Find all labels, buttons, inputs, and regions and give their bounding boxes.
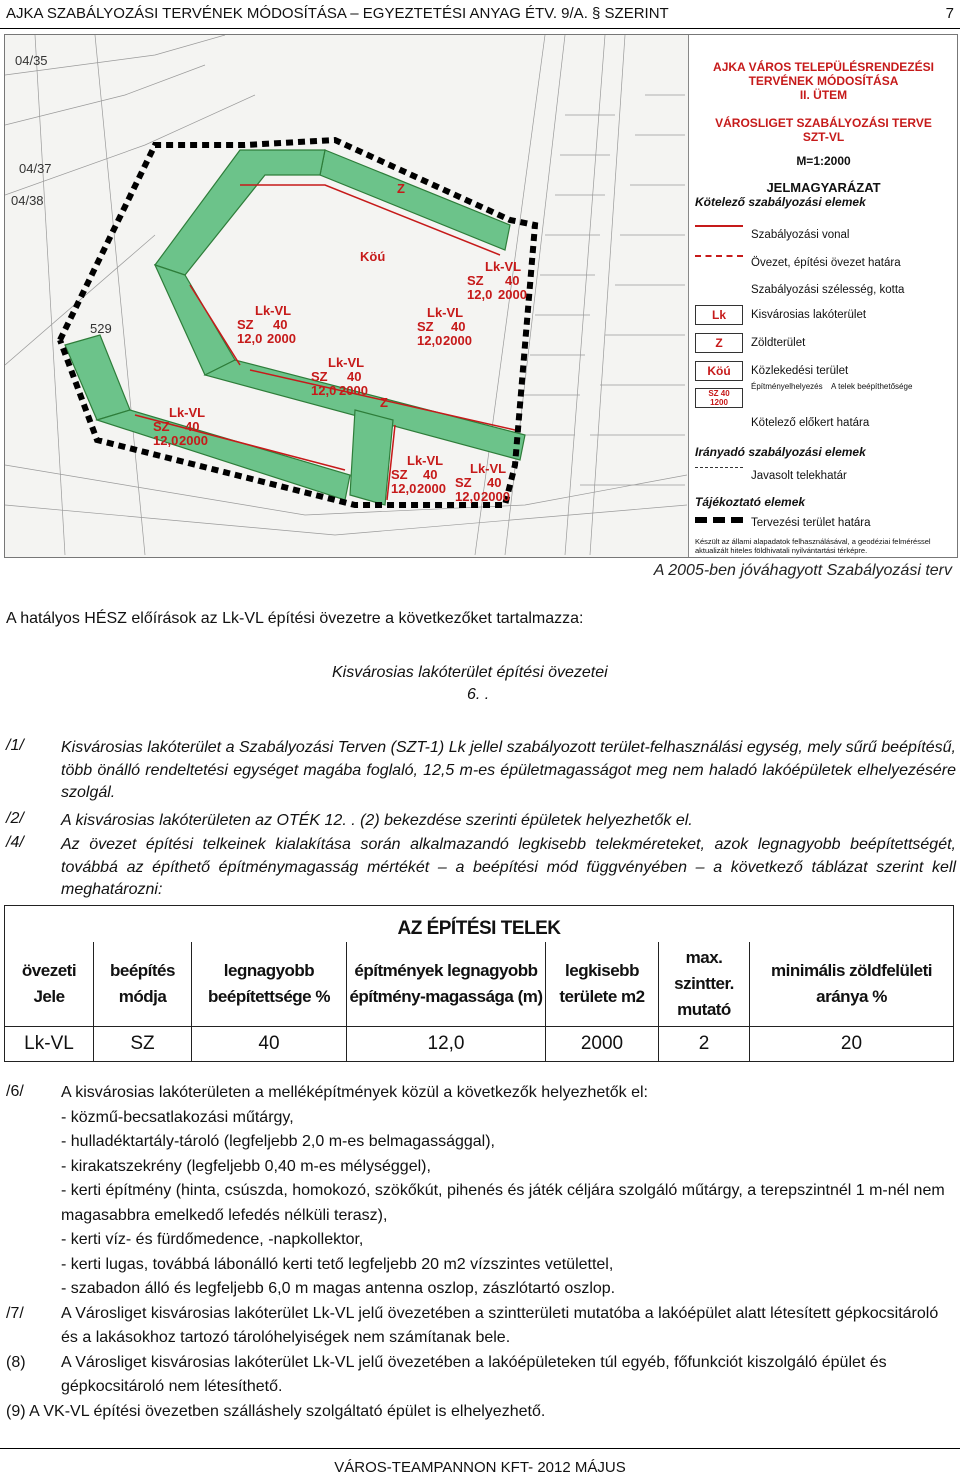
col-max-height: építmények legnagyobb építmény-magassága (m) — [347, 942, 546, 1026]
legend-section-mandatory: Kötelező szabályozási elemek — [695, 195, 866, 209]
zone-key-1200: 1200 — [710, 398, 728, 407]
map-caption: A 2005-ben jóváhagyott Szabályozási terv — [653, 562, 952, 579]
svg-text:40: 40 — [423, 467, 438, 482]
list-item: - kerti lugas, továbbá lábonálló kerti tető legfeljebb 20 m2 vízszintes vetülettel, — [61, 1255, 614, 1273]
para-6-lead: A kisvárosias lakóterületen a melléképítmények közül a következők helyezhetők el: — [61, 1084, 648, 1101]
z-swatch: Z — [695, 333, 743, 353]
plan-title-line1: VÁROSLIGET SZABÁLYOZÁSI TERVE — [715, 116, 932, 130]
svg-text:04/38: 04/38 — [11, 193, 44, 208]
lk-swatch: Lk — [695, 305, 743, 325]
zone-key-40: 40 — [720, 389, 730, 398]
col-floor-ratio: max. szintter. mutató — [659, 942, 750, 1026]
svg-text:12,0: 12,0 — [237, 331, 263, 346]
svg-text:2000: 2000 — [417, 481, 446, 496]
svg-text:40: 40 — [273, 317, 288, 332]
cell-min-area: 2000 — [546, 1026, 659, 1061]
cell-max-coverage: 40 — [192, 1026, 347, 1061]
legend-mode-text: Építményelhelyezés — [751, 382, 823, 391]
svg-text:40: 40 — [505, 273, 520, 288]
col-zone-code: övezeti Jele — [5, 942, 94, 1026]
para-7-number: /7/ — [6, 1304, 24, 1322]
svg-text:12,0: 12,0 — [153, 433, 179, 448]
svg-text:Lk-VL: Lk-VL — [470, 461, 507, 476]
svg-text:Z: Z — [380, 395, 388, 410]
col-max-coverage: legnagyobb beépítettsége % — [192, 942, 347, 1026]
table-group-header — [5, 906, 954, 943]
para-6-number: /6/ — [6, 1083, 24, 1100]
cell-build-mode: SZ — [94, 1026, 192, 1061]
svg-text:2000: 2000 — [179, 433, 208, 448]
legend-section-guide: Irányadó szabályozási elemek — [695, 445, 866, 459]
svg-text:2000: 2000 — [267, 331, 296, 346]
list-item: - közmű-becsatlakozási műtárgy, — [61, 1108, 294, 1126]
legend-regulation-line: Szabályozási vonal — [751, 229, 850, 241]
section-number: 6. . — [467, 686, 490, 703]
svg-text:Lk-VL: Lk-VL — [255, 303, 292, 318]
legend-kou: Közlekedési terület — [751, 365, 849, 377]
svg-text:12,0: 12,0 — [455, 489, 481, 504]
para-8-text: A Városliget kisvárosias lakóterület Lk-VL jelű övezetében a lakóépületeken túl egyéb, főfunkciót kiszolgáló épület és gépkocsitároló nem létesíthető. — [61, 1353, 887, 1395]
svg-text:Lk-VL: Lk-VL — [328, 355, 365, 370]
svg-text:Lk-VL: Lk-VL — [427, 305, 464, 320]
cell-green-ratio: 20 — [750, 1026, 954, 1061]
legend-lk: Kisvárosias lakóterület — [751, 309, 867, 321]
svg-text:40: 40 — [451, 319, 466, 334]
svg-text:SZ: SZ — [455, 475, 472, 490]
zone-key-swatch — [695, 388, 743, 408]
legend-zone-border: Övezet, építési övezet határa — [751, 257, 901, 269]
para-7 — [6, 1302, 956, 1351]
legend-section-info: Tájékoztató elemek — [695, 495, 806, 509]
list-item: - kirakatszekrény (legfeljebb 0,40 m-es mélységgel), — [61, 1157, 431, 1175]
legend-title-line3: II. ÜTEM — [799, 88, 848, 102]
svg-text:SZ: SZ — [237, 317, 254, 332]
list-item: - szabadon álló és legfeljebb 6,0 m magas antenna oszlop, zászlótartó oszlop. — [61, 1280, 616, 1297]
header-title: AJKA SZABÁLYOZÁSI TERVÉNEK MÓDOSÍTÁSA – EGYEZTETÉSI ANYAG ÉTV. 9/A. § SZERINT — [6, 5, 669, 22]
svg-text:Z: Z — [397, 181, 405, 196]
list-item: - kerti víz- és fürdőmedence, -napkollektor, — [61, 1231, 364, 1248]
col-green-ratio: minimális zöldfelületi aránya % — [750, 942, 954, 1026]
zone-key-sz: SZ — [708, 389, 719, 398]
page-footer: VÁROS-TEAMPANNON KFT- 2012 MÁJUS — [0, 1448, 960, 1476]
svg-text:12,0: 12,0 — [391, 481, 417, 496]
svg-text:Lk-VL: Lk-VL — [485, 259, 522, 274]
para-2-number: /2/ — [6, 810, 24, 827]
svg-text:529: 529 — [90, 321, 112, 336]
para-9-text: (9) A VK-VL építési övezetben szálláshely szolgáltató épület is elhelyezhető. — [6, 1402, 546, 1420]
svg-text:40: 40 — [347, 369, 362, 384]
svg-text:12,0: 12,0 — [467, 287, 493, 302]
legend-z: Zöldterület — [751, 337, 806, 349]
svg-text:SZ: SZ — [153, 419, 170, 434]
para-1-text: Kisvárosias lakóterület a Szabályozási Terven (SZT-1) Lk jellel szabályozott terület-felhasználási egység, mely sűrű beépítésű, több önálló rendeltetési egységet magába foglaló, 12,5 m-es épületmagasságot meg nem haladó lakóépületek elhelyezésére szolgál. — [61, 739, 956, 801]
para-4-number: /4/ — [6, 834, 24, 851]
list-item: - hulladéktartály-tároló (legfeljebb 2,0 m-es belmagassággal), — [61, 1133, 495, 1150]
svg-text:Lk-VL: Lk-VL — [407, 453, 444, 468]
intro-text: A hatályos HÉSZ előírások az Lk-VL építési övezetre a következőket tartalmazza: — [6, 610, 584, 627]
svg-text:SZ: SZ — [391, 467, 408, 482]
legend-reg-width: Szabályozási szélesség, kotta — [751, 284, 905, 296]
map-scale: M=1:2000 — [796, 154, 851, 168]
svg-text:40: 40 — [487, 475, 502, 490]
svg-text:2000: 2000 — [443, 333, 472, 348]
map-drawing — [5, 35, 687, 557]
page-header — [0, 0, 960, 29]
col-build-mode: beépítés módja — [94, 942, 192, 1026]
svg-text:SZ: SZ — [467, 273, 484, 288]
legend-heading: JELMAGYARÁZAT — [766, 180, 881, 195]
plan-title-line2: SZT-VL — [802, 130, 845, 144]
zone-parameters-table — [4, 905, 954, 1062]
svg-text:Köú: Köú — [360, 249, 386, 264]
legend-title-line1: AJKA VÁROS TELEPÜLÉSRENDEZÉSI — [713, 60, 934, 74]
legend-proposed-boundary: Javasolt telekhatár — [751, 470, 847, 482]
para-7-text: A Városliget kisvárosias lakóterület Lk-VL jelű övezetében a szintterületi mutatóba a lakóépület alatt létesített gépkocsitároló és a lakásokhoz tartozó tárolóhelyiségek nem számítanak bele. — [61, 1304, 939, 1346]
para-4-text: Az övezet építési telkeinek kialakítása során alkalmazandó legkisebb telekméreteket, azok legnagyobb beépítettségét, továbbá az építhető építménymagasság mértékét – a beépítési mód függvényében – a következő táblázat szerint kell meghatározni: — [61, 836, 956, 898]
cell-zone-code: Lk-VL — [5, 1026, 94, 1061]
svg-text:04/37: 04/37 — [19, 161, 52, 176]
col-min-area: legkisebb területe m2 — [546, 942, 659, 1026]
regulation-plan-map — [4, 34, 958, 558]
svg-text:SZ: SZ — [417, 319, 434, 334]
svg-text:2000: 2000 — [498, 287, 527, 302]
para-6-block — [6, 1081, 956, 1424]
para-8-number: (8) — [6, 1353, 26, 1371]
svg-text:12,0: 12,0 — [417, 333, 443, 348]
table-group-header-text: AZ ÉPÍTÉSI TELEK — [397, 918, 561, 939]
cell-floor-ratio: 2 — [659, 1026, 750, 1061]
para-2-text: A kisvárosias lakóterületen az OTÉK 12. . (2) bekezdése szerinti épületek helyezhetők el. — [61, 812, 693, 829]
legend-cov-text: A telek beépíthetősége — [831, 382, 913, 391]
cell-max-height: 12,0 — [347, 1026, 546, 1061]
svg-text:12,0: 12,0 — [311, 383, 337, 398]
zone-border-symbol — [695, 255, 743, 257]
svg-text:40: 40 — [185, 419, 200, 434]
legend-planning-area: Tervezési terület határa — [751, 517, 871, 529]
map-legend — [688, 35, 958, 557]
regulation-line-symbol — [695, 225, 743, 227]
list-item: - kerti építmény (hinta, csúszda, homokozó, szökőkút, pihenés és játék céljára szolgáló műtárgy, a terepszintnél 1 m-nél nem magasabbra emelkedő lefedés nélküli terasz), — [61, 1182, 945, 1224]
svg-text:SZ: SZ — [311, 369, 328, 384]
svg-text:2000: 2000 — [339, 383, 368, 398]
kou-swatch: Köú — [695, 361, 743, 381]
svg-text:Lk-VL: Lk-VL — [169, 405, 206, 420]
section-title: Kisvárosias lakóterület építési övezetei — [332, 664, 608, 681]
map-note: Készült az állami alapadatok felhasználásával, a geodéziai felméréssel aktualizált hiteles földhivatali nyilvántartási térképre. — [695, 537, 931, 555]
legend-front-yard: Kötelező előkert határa — [751, 417, 870, 429]
page-number: 7 — [945, 5, 954, 22]
proposed-boundary-symbol — [695, 467, 743, 469]
legend-title-line2: TERVÉNEK MÓDOSÍTÁSA — [748, 74, 899, 88]
svg-text:04/35: 04/35 — [15, 53, 48, 68]
planning-area-symbol — [695, 517, 743, 523]
para-8 — [6, 1351, 956, 1400]
svg-text:2000: 2000 — [481, 489, 510, 504]
parcel-numbers — [11, 53, 112, 336]
para-1-number: /1/ — [6, 737, 24, 754]
